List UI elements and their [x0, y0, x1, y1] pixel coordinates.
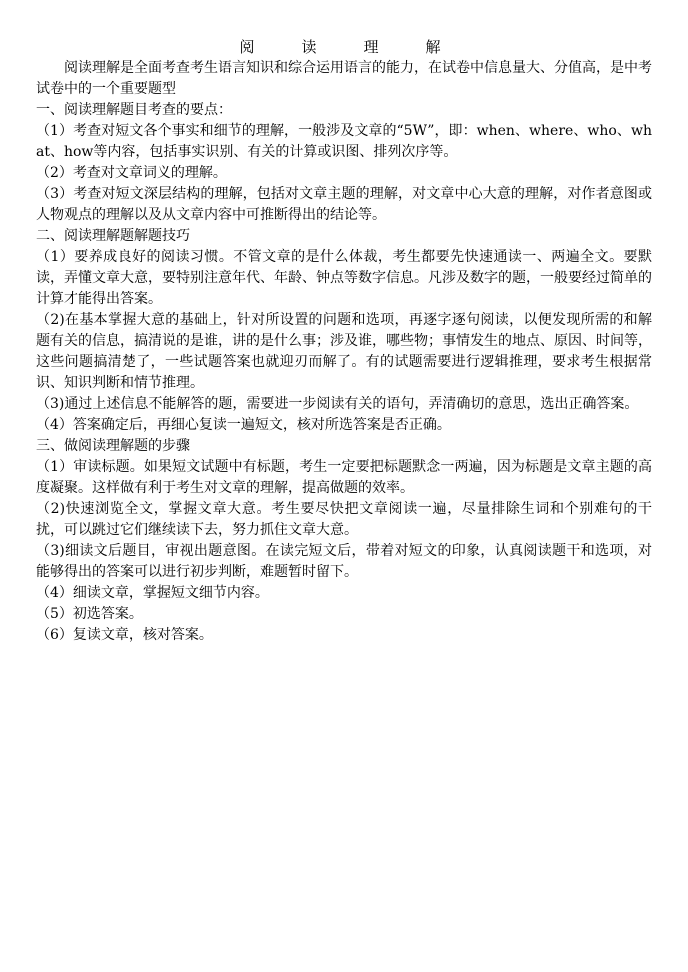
section-1-heading: 一、阅读理解题目考查的要点：	[36, 102, 232, 118]
section-2-heading: 二、阅读理解题解题技巧	[36, 228, 190, 244]
section-3-item-2: （2)快速浏览全文，掌握文章大意。考生要尽快把文章阅读一遍，尽量排除生词和个别难句的干扰，可以跳过它们继续读下去，努力抓住文章大意。	[36, 501, 652, 538]
section-1-item-1: （1）考查对短文各个事实和细节的理解，一般涉及文章的“5W”，即：when、where、who、what、how等内容，包括事实识别、有关的计算或识图、排列次序等。	[36, 123, 652, 160]
section-3-heading: 三、做阅读理解题的步骤	[36, 438, 190, 454]
section-3-item-4: （4）细读文章，掌握短文细节内容。	[36, 585, 269, 601]
section-2-item-1: （1）要养成良好的阅读习惯。不管文章的是什么体裁，考生都要先快速通读一、两遍全文。要默读，弄懂文章大意，要特别注意年代、年龄、钟点等数字信息。凡涉及数字的题，一般要经过简单的计算才能得出答案。	[36, 249, 652, 307]
section-1-item-2: （2）考查对文章词义的理解。	[36, 165, 227, 181]
section-2-item-2: （2)在基本掌握大意的基础上，针对所设置的问题和选项，再逐字逐句阅读，以便发现所需的和解题有关的信息，搞清说的是谁，讲的是什么事；涉及谁，哪些物；事情发生的地点、原因、时间等，这些问题搞清楚了，一些试题答案也就迎刃而解了。有的试题需要进行逻辑推理，要求考生根据常识、知识判断和情节推理。	[36, 312, 652, 391]
section-3-item-5: （5）初选答案。	[36, 606, 143, 622]
intro-paragraph: 阅读理解是全面考查考生语言知识和综合运用语言的能力，在试卷中信息量大、分值高，是中考试卷中的一个重要题型	[36, 60, 652, 97]
section-2-item-4: （4）答案确定后，再细心复读一遍短文，核对所选答案是否正确。	[36, 417, 451, 433]
section-3-item-6: （6）复读文章，核对答案。	[36, 627, 213, 643]
section-3-item-3: （3)细读文后题目，审视出题意图。在读完短文后，带着对短文的印象，认真阅读题干和选项，对能够得出的答案可以进行初步判断，难题暂时留下。	[36, 543, 652, 580]
section-3-item-1: （1）审读标题。如果短文试题中有标题，考生一定要把标题默念一两遍，因为标题是文章主题的高度凝聚。这样做有利于考生对文章的理解，提高做题的效率。	[36, 459, 652, 496]
document-title: 阅 读 理 解	[239, 38, 457, 56]
document-body	[36, 58, 652, 646]
section-2-item-3: （3)通过上述信息不能解答的题，需要进一步阅读有关的语句，弄清确切的意思，选出正确答案。	[36, 396, 639, 412]
section-1-item-3: （3）考查对短文深层结构的理解，包括对文章主题的理解，对文章中心大意的理解，对作者意图或人物观点的理解以及从文章内容中可推断得出的结论等。	[36, 186, 652, 223]
